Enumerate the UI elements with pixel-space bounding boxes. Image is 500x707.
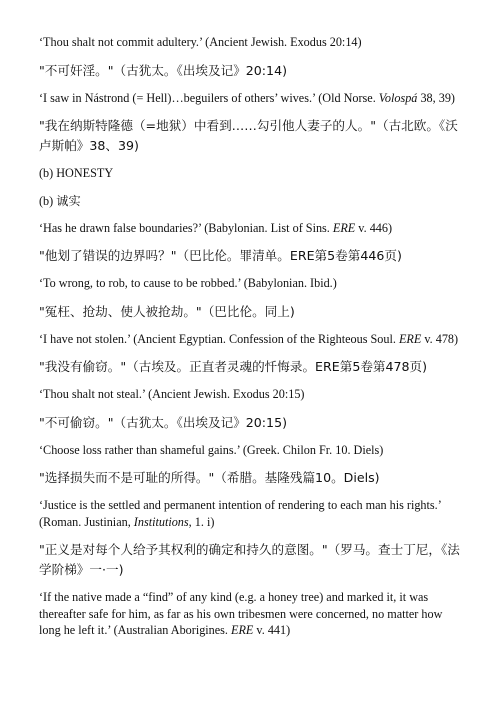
italic-citation: Volospá — [378, 90, 418, 105]
text-segment: , 1. i) — [188, 514, 215, 529]
english-quote — [39, 589, 464, 639]
text-segment: "不可偷窃。"（古犹太。《出埃及记》20:15) — [39, 414, 287, 430]
text-segment: ‘Choose loss rather than shameful gains.’ (Greek. Chilon Fr. 10. Diels) — [39, 442, 384, 457]
italic-citation: ERE — [231, 623, 254, 637]
section-heading-chinese — [39, 192, 464, 210]
text-segment: "冤枉、抢劫、使人被抢劫。"（巴比伦。同上) — [39, 303, 295, 319]
italic-citation: Institutions — [133, 514, 189, 529]
english-quote — [39, 331, 464, 348]
text-segment: "他划了错误的边界吗？"（巴比伦。罪清单。ERE第5卷第446页) — [39, 248, 402, 263]
english-quote — [39, 275, 464, 292]
text-segment: ‘I saw in Nástrond (= Hell)…beguilers of others’ wives.’ (Old Norse. — [39, 90, 379, 105]
text-segment: 38, 39) — [417, 90, 455, 105]
text-segment: (b) HONESTY — [39, 166, 114, 180]
text-segment: "选择损失而不是可耻的所得。"（希腊。基隆残篇10。Diels) — [39, 470, 380, 485]
english-quote — [39, 442, 464, 459]
chinese-translation — [39, 357, 464, 377]
text-segment: v. 441) — [253, 623, 291, 637]
english-quote — [39, 220, 464, 237]
text-segment: "我没有偷窃。"（古埃及。正直者灵魂的忏悔录。ERE第5卷第478页) — [39, 359, 428, 374]
text-segment: ‘If the native made a “find” of any kind (e.g. a honey tree) and marked it, it was thereafter safe for him, as far as his own tribesmen were concerned, no matter how long he left it.’ (Australian Aborigines. — [39, 590, 443, 637]
text-segment: ‘Has he drawn false boundaries?’ (Babylonian. List of Sins. — [39, 220, 333, 235]
chinese-translation — [39, 302, 464, 322]
text-segment: ‘Thou shalt not steal.’ (Ancient Jewish. Exodus 20:15) — [39, 387, 305, 401]
chinese-translation — [39, 468, 464, 488]
text-segment: ‘Thou shalt not commit adultery.’ (Ancient Jewish. Exodus 20:14) — [39, 35, 362, 49]
text-segment: "我在纳斯特隆德（=地狱）中看到……勾引他人妻子的人。"（古北欧。《沃卢斯帕》38、39) — [39, 118, 458, 153]
chinese-translation — [39, 116, 464, 156]
english-quote — [39, 34, 464, 51]
section-heading — [39, 165, 464, 182]
chinese-translation — [39, 413, 464, 433]
text-segment: v. 446) — [355, 220, 393, 235]
text-segment: ‘To wrong, to rob, to cause to be robbed.’ (Babylonian. Ibid.) — [39, 276, 337, 290]
chinese-translation — [39, 61, 464, 81]
text-segment: ‘Justice is the settled and permanent intention of rendering to each man his rights.’ (Roman. Justinian, — [39, 498, 441, 529]
chinese-translation — [39, 246, 464, 266]
chinese-translation — [39, 540, 464, 580]
italic-citation: ERE — [398, 331, 422, 346]
document-page — [39, 34, 464, 649]
italic-citation: ERE — [332, 220, 356, 235]
text-segment: "正义是对每个人给予其权利的确定和持久的意图。"（罗马。查士丁尼，《法学阶梯》一·一) — [39, 542, 460, 577]
text-segment: "不可奸淫。"（古犹太。《出埃及记》20:14) — [39, 62, 287, 78]
text-segment: (b) 诚实 — [39, 193, 81, 208]
text-segment: v. 478) — [421, 331, 459, 346]
english-quote — [39, 497, 464, 530]
english-quote — [39, 90, 464, 107]
english-quote — [39, 386, 464, 403]
text-segment: ‘I have not stolen.’ (Ancient Egyptian. Confession of the Righteous Soul. — [39, 331, 399, 346]
